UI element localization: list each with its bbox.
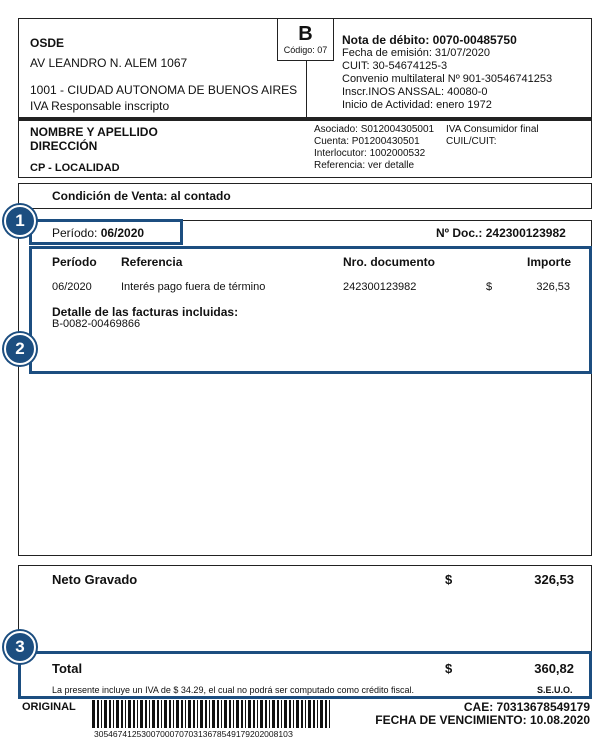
row-currency: $ xyxy=(486,281,493,293)
issuer-address: AV LEANDRO N. ALEM 1067 xyxy=(30,56,188,70)
period-label: Período: xyxy=(52,226,101,240)
document-code: Código: 07 xyxy=(283,45,328,55)
cuenta: Cuenta: P01200430501 xyxy=(314,136,420,147)
customer-cuil: CUIL/CUIT: xyxy=(446,136,497,147)
barcode-number: 30546741253007000707031367854917920200810З xyxy=(94,729,293,739)
barcode-bar xyxy=(260,700,263,728)
account-block xyxy=(314,124,434,172)
issuer-cuit: CUIT: 30-54674125-3 xyxy=(342,60,448,72)
badge-1: 1 xyxy=(4,205,36,237)
total-label: Total xyxy=(52,661,83,676)
col-header-periodo: Período xyxy=(52,255,97,269)
customer-block xyxy=(30,125,158,175)
barcode-bar xyxy=(320,700,323,728)
barcode-bar xyxy=(325,700,327,728)
detail-value: B-0082-00469866 xyxy=(52,318,141,330)
barcode-bar xyxy=(265,700,267,728)
barcode-bar xyxy=(233,700,234,728)
col-header-referencia: Referencia xyxy=(121,255,183,269)
barcode-bar xyxy=(277,700,279,728)
neto-currency: $ xyxy=(445,572,453,587)
barcode-bar xyxy=(305,700,306,728)
sale-condition: Condición de Venta: al contado xyxy=(52,189,231,203)
barcode-bar xyxy=(109,700,111,728)
barcode-bar xyxy=(128,700,131,728)
barcode-bar xyxy=(173,700,174,728)
barcode-bar xyxy=(229,700,231,728)
col-header-importe: Importe xyxy=(527,255,572,269)
barcode-bar xyxy=(224,700,227,728)
barcode-bar xyxy=(284,700,287,728)
barcode-bar xyxy=(145,700,147,728)
barcode xyxy=(92,700,332,728)
barcode-bar xyxy=(121,700,123,728)
inscr-inos: Inscr.INOS ANSSAL: 40080-0 xyxy=(342,86,488,98)
referencia: Referencia: ver detalle xyxy=(314,160,415,171)
total-value: 360,82 xyxy=(534,661,574,676)
document-letter: B xyxy=(298,23,313,45)
interlocutor: Interlocutor: 1002000532 xyxy=(314,148,426,159)
barcode-bar xyxy=(296,700,299,728)
barcode-bar xyxy=(217,700,219,728)
barcode-bar xyxy=(253,700,255,728)
customer-iva: IVA Consumidor final xyxy=(446,124,539,135)
period-value: 06/2020 xyxy=(100,226,145,240)
barcode-bar xyxy=(161,700,162,728)
total-currency: $ xyxy=(445,661,453,676)
customer-name: NOMBRE Y APELLIDO xyxy=(30,125,158,139)
col-header-nro-documento: Nro. documento xyxy=(343,255,435,269)
barcode-bar xyxy=(200,700,203,728)
neto-label: Neto Gravado xyxy=(52,572,138,587)
barcode-bar xyxy=(241,700,243,728)
convenio-multilateral: Convenio multilateral Nº 901-30546741253 xyxy=(342,73,553,85)
customer-tax-block xyxy=(446,124,539,148)
issuer-iva: IVA Responsable inscripto xyxy=(30,99,170,113)
row-referencia: Interés pago fuera de término xyxy=(121,281,266,293)
barcode-bar xyxy=(164,700,167,728)
barcode-bar xyxy=(157,700,159,728)
row-periodo: 06/2020 xyxy=(52,281,92,293)
neto-value: 326,53 xyxy=(534,572,574,587)
barcode-bar xyxy=(197,700,198,728)
barcode-bar xyxy=(169,700,171,728)
barcode-bar xyxy=(248,700,251,728)
barcode-bar xyxy=(193,700,195,728)
barcode-bar xyxy=(301,700,303,728)
barcode-bar xyxy=(116,700,119,728)
barcode-bar xyxy=(308,700,311,728)
barcode-bar xyxy=(221,700,222,728)
due-date: FECHA DE VENCIMIENTO: 10.08.2020 xyxy=(375,713,590,727)
issuer-block xyxy=(30,36,297,113)
barcode-bar xyxy=(97,700,99,728)
barcode-bar xyxy=(140,700,143,728)
inicio-actividad: Inicio de Actividad: enero 1972 xyxy=(342,99,492,111)
document-number: Nº Doc.: 242300123982 xyxy=(436,226,566,240)
barcode-bar xyxy=(101,700,102,728)
barcode-bar xyxy=(209,700,210,728)
barcode-bar xyxy=(188,700,191,728)
barcode-bar xyxy=(313,700,315,728)
row-importe: 326,53 xyxy=(536,281,570,293)
document-title: Nota de débito: 0070-00485750 xyxy=(342,33,517,47)
barcode-bar xyxy=(236,700,239,728)
barcode-bar xyxy=(293,700,294,728)
detail-highlight xyxy=(29,246,592,374)
issuer-name: OSDE xyxy=(30,36,65,50)
emission-date: Fecha de emisión: 31/07/2020 xyxy=(342,47,490,59)
seuo: S.E.U.O. xyxy=(537,685,573,695)
detail-title: Detalle de las facturas incluidas: xyxy=(52,305,239,319)
badge-3: 3 xyxy=(4,631,36,663)
original-label: ORIGINAL xyxy=(22,701,76,713)
document-info xyxy=(342,33,552,112)
barcode-bar xyxy=(92,700,95,728)
period-highlight xyxy=(29,219,183,245)
barcode-bar xyxy=(104,700,107,728)
cae: CAE: 70313678549179 xyxy=(463,700,590,714)
barcode-bar xyxy=(133,700,135,728)
barcode-bar xyxy=(113,700,114,728)
barcode-bar xyxy=(317,700,318,728)
barcode-bar xyxy=(289,700,291,728)
total-highlight xyxy=(18,651,592,699)
barcode-bar xyxy=(152,700,155,728)
customer-address: DIRECCIÓN xyxy=(30,139,98,153)
barcode-bar xyxy=(212,700,215,728)
barcode-bar xyxy=(137,700,138,728)
issuer-city: 1001 - CIUDAD AUTONOMA DE BUENOS AIRES xyxy=(30,83,298,97)
document-letter-box xyxy=(277,18,334,61)
barcode-bar xyxy=(125,700,126,728)
customer-locality: CP - LOCALIDAD xyxy=(30,162,120,174)
barcode-bar xyxy=(257,700,258,728)
row-nro-documento: 242300123982 xyxy=(343,281,417,293)
iva-note: La presente incluye un IVA de $ 34.29, el cual no podrá ser computado como crédito fiscal. xyxy=(52,685,415,695)
barcode-bar xyxy=(269,700,270,728)
asociado: Asociado: S012004305001 xyxy=(314,124,435,135)
barcode-bar xyxy=(149,700,150,728)
barcode-bar xyxy=(185,700,186,728)
barcode-bar xyxy=(281,700,282,728)
barcode-bar xyxy=(176,700,179,728)
barcode-bar xyxy=(205,700,207,728)
badge-2: 2 xyxy=(4,333,36,365)
barcode-bar xyxy=(272,700,275,728)
barcode-bar xyxy=(245,700,246,728)
barcode-bar xyxy=(181,700,183,728)
